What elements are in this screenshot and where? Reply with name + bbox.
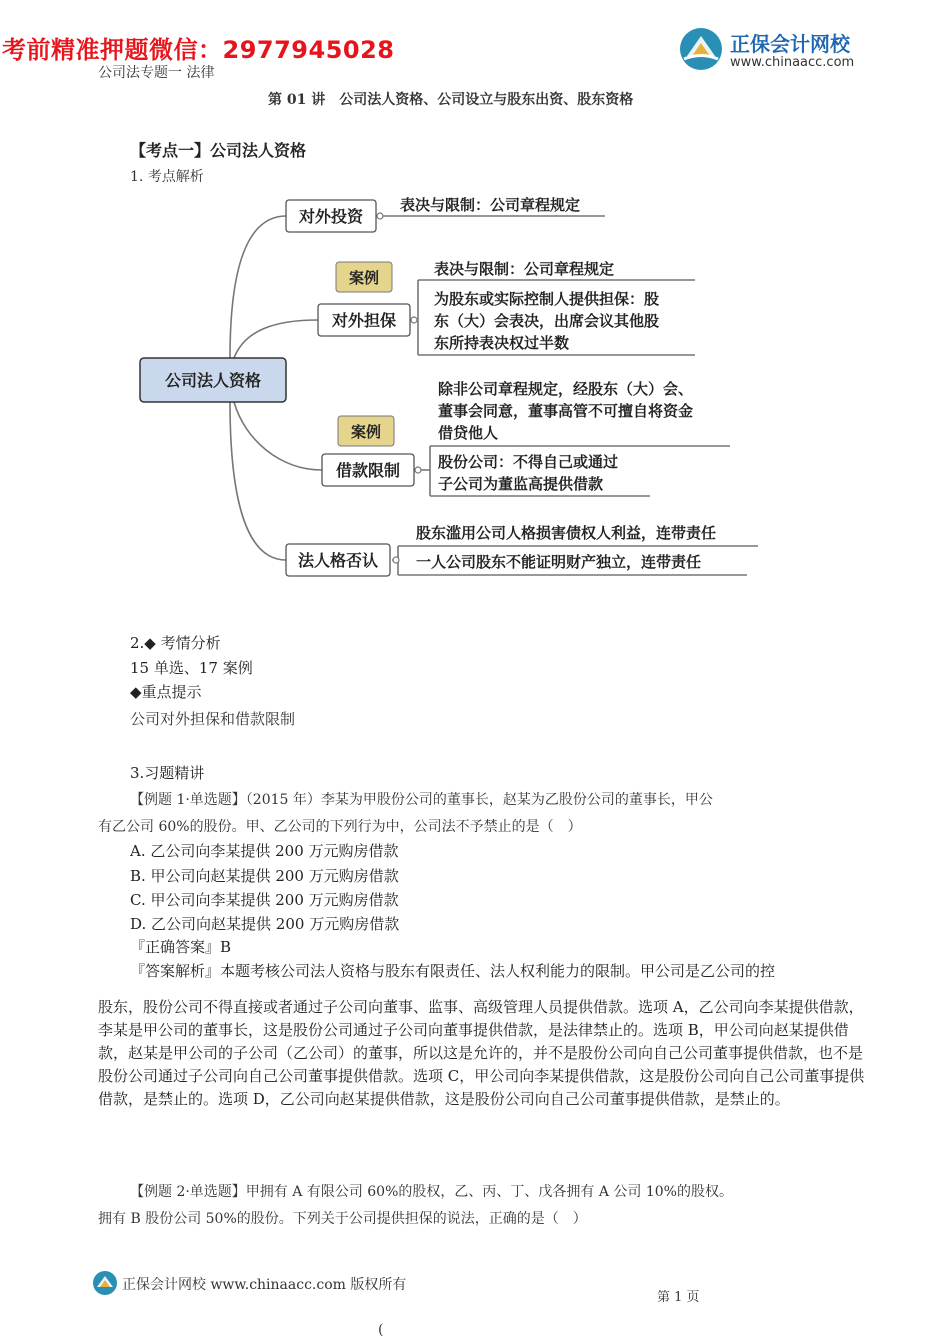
- branch-external-investment: [286, 196, 580, 232]
- leaf-text: 董事会同意，董事高管不可擅自将资金: [438, 402, 694, 420]
- logo-brand-text: 正保会计网校: [730, 32, 850, 56]
- option-d: D. 乙公司向赵某提供 200 万元购房借款: [130, 915, 400, 933]
- logo-url-text: www.chinaacc.com: [730, 55, 855, 70]
- question2-cut-1: 【例题 2·单选题】甲拥有 A 有限公司 60%的股权，乙、丙、丁、戊各拥有 A 公司 10%的股权。: [130, 1184, 733, 1200]
- leaf-text: 子公司为董监高提供借款: [438, 475, 604, 493]
- cut-subheading: 1. 考点解析: [130, 169, 204, 185]
- leaf-text: 表决与限制：公司章程规定: [400, 196, 581, 214]
- bottom-mark: (: [378, 1322, 384, 1338]
- leaf-text: 股东滥用公司人格损害债权人利益，连带责任: [416, 524, 717, 542]
- logo-icon: [678, 26, 724, 72]
- branch-piercing-veil: [286, 524, 716, 576]
- question2-cut-2: 拥有 B 股份公司 50%的股份。下列关于公司提供担保的说法，正确的是（ ）: [98, 1211, 587, 1227]
- footer-page-cut: 第 1 页: [657, 1290, 700, 1305]
- branch-label: 法人格否认: [297, 551, 379, 570]
- footer-copyright: 正保会计网校 www.chinaacc.com 版权所有: [122, 1277, 407, 1293]
- analysis-years: 15 单选、17 案例: [130, 659, 253, 677]
- leaf-text: 除非公司章程规定，经股东（大）会、: [438, 380, 694, 398]
- footer-logo-icon: [92, 1270, 118, 1296]
- answer-analysis-first: 『答案解析』本题考核公司法人资格与股东有限责任、法人权利能力的限制。甲公司是乙公司的控: [130, 962, 776, 980]
- branch-external-guarantee: [318, 260, 660, 352]
- cut-header-left: 公司法专题一 法律: [98, 65, 215, 81]
- promo-text: 考前精准押题微信：2977945028: [2, 36, 395, 64]
- focus-cut: 公司对外担保和借款限制: [130, 710, 296, 728]
- option-b: B. 甲公司向赵某提供 200 万元购房借款: [130, 867, 399, 885]
- question1-cut-2: 有乙公司 60%的股份。甲、乙公司的下列行为中，公司法不予禁止的是（ ）: [98, 819, 582, 835]
- leaf-text: 东（大）会表决，出席会议其他股: [434, 312, 660, 330]
- leaf-text: 为股东或实际控制人提供担保：股: [434, 290, 660, 308]
- leaf-text: 东所持表决权过半数: [434, 334, 570, 352]
- leaf-text: 一人公司股东不能证明财产独立，连带责任: [416, 553, 702, 571]
- answer-analysis-body: 股东，股份公司不得直接或者通过子公司向董事、监事、高级管理人员提供借款。选项 A，乙公司向李某提供借款，李某是甲公司的董事长，这是股份公司通过子公司向董事提供借款，是法律禁止的。选项 B，甲公司向赵某提供借款，赵某是甲公司的子公司（乙公司）的董事，所以这是允许的，并不是股份公司向自己公司董事提供借款，也不是股份公司通过子公司向自己公司董事提供借款。选项 C，甲公司向李某提供借款，这是股份公司向自己公司董事提供借款，是禁止的。选项 D，乙公司向赵某提供借款，这是股份公司向自己公司董事提供借款，是禁止的。: [98, 998, 865, 1108]
- correct-answer: 『正确答案』B: [130, 938, 232, 956]
- practice-heading: 3.习题精讲: [130, 764, 205, 782]
- case-tag: 案例: [350, 423, 382, 441]
- branch-label: 对外担保: [331, 311, 397, 330]
- leaf-text: 表决与限制：公司章程规定: [434, 260, 615, 278]
- case-tag: 案例: [348, 269, 380, 287]
- branch-loan-restriction: [322, 380, 693, 493]
- leaf-text: 股份公司：不得自己或通过: [438, 453, 619, 471]
- mind-map-root: [140, 358, 286, 402]
- leaf-text: 借贷他人: [438, 424, 499, 442]
- analysis-heading: 2.◆ 考情分析: [130, 634, 221, 652]
- branch-label: 借款限制: [335, 461, 401, 480]
- section-title: 【考点一】公司法人资格: [130, 141, 307, 160]
- cut-lecture-title: 第 01 讲 公司法人资格、公司设立与股东出资、股东资格: [268, 92, 634, 108]
- question1-cut-1: 【例题 1·单选题】（2015 年）李某为甲股份公司的董事长，赵某为乙股份公司的董事长，甲公: [130, 792, 713, 808]
- branch-label: 对外投资: [298, 207, 364, 226]
- brand-logo: [678, 26, 868, 78]
- focus-heading: ◆重点提示: [130, 683, 202, 701]
- option-c: C. 甲公司向李某提供 200 万元购房借款: [130, 891, 399, 909]
- mind-map: [130, 180, 770, 590]
- option-a: A. 乙公司向李某提供 200 万元购房借款: [130, 842, 399, 860]
- root-label: 公司法人资格: [164, 371, 262, 390]
